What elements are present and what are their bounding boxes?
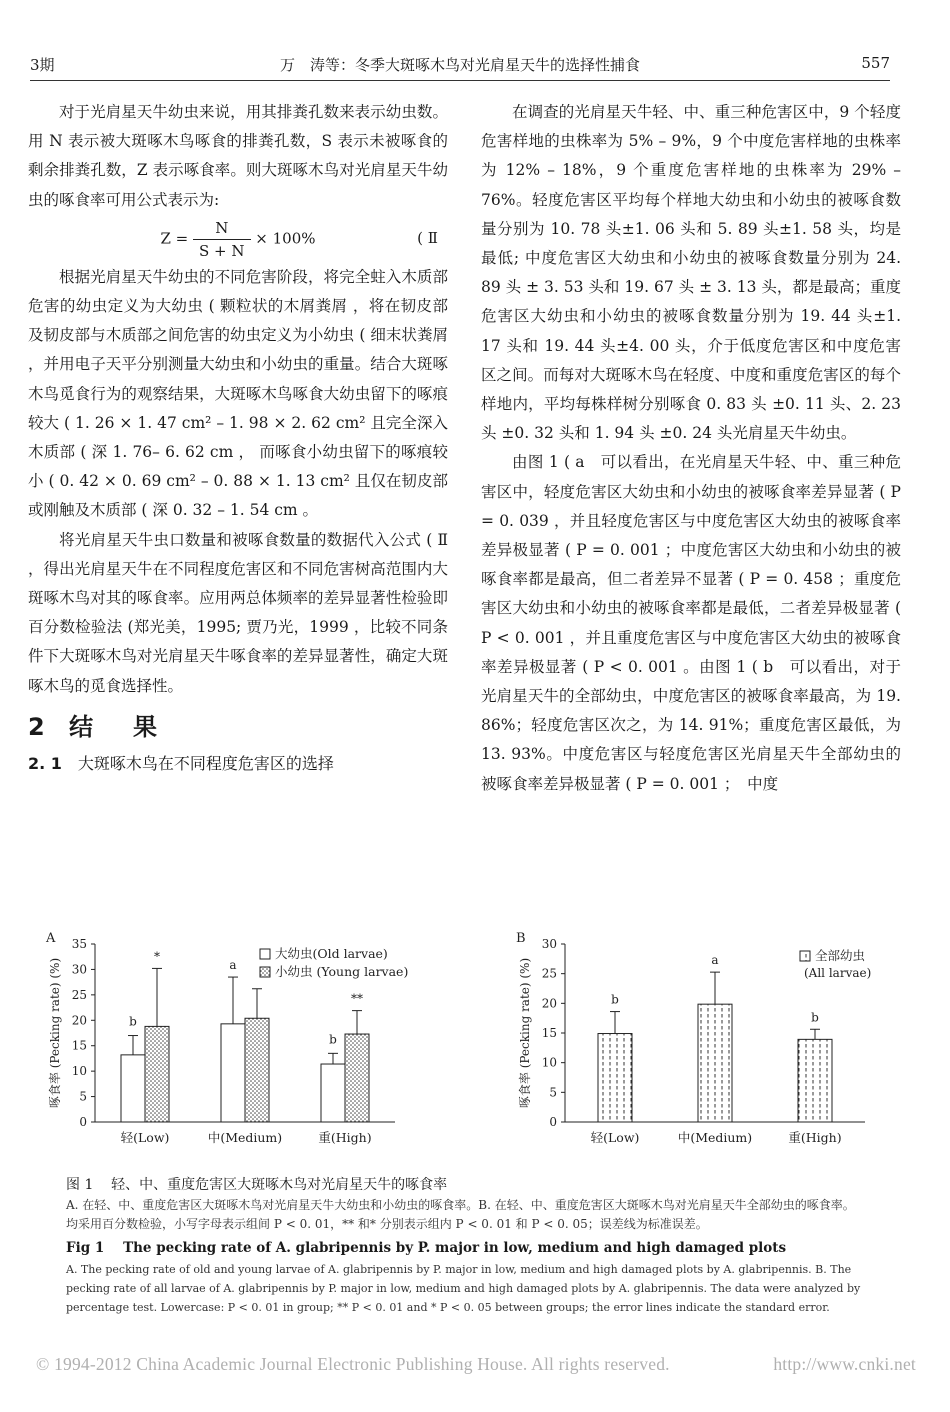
- bar: [798, 1039, 832, 1122]
- significance-label: a: [229, 958, 237, 973]
- y-tick-label: 5: [549, 1085, 557, 1100]
- formula-denominator: S + N: [199, 241, 245, 260]
- y-tick-label: 30: [541, 937, 557, 951]
- issue-number: 3期: [30, 56, 55, 74]
- paragraph: 由图 1 ( a 可以看出，在光肩星天牛轻、中、重三种危害区中，轻度危害区大幼虫和小幼虫的被啄食率差异显著 ( P = 0. 039 ，并且轻度危害区与中度危害区大幼虫的被啄食率差异极显著 ( P = 0. 001 ；中度危害区大幼虫和小幼虫的被啄食率都是最高，但二者差异不显著 ( P = 0. 458 ；重度危害区大幼虫和小幼虫的被啄食率都是最低，二者差异极显著 ( P < 0. 001 ，并且重度危害区与中度危害区大幼虫的被啄食率差异极显著 ( P < 0. 001 。由图 1 ( b 可以看出，对于光肩星天牛的全部幼虫，中度危害区的被啄食率最高，为 19. 86%；轻度危害区次之，为 14. 91%；重度危害区最低，为 13. 93%。中度危害区与轻度危害区光肩星天牛全部幼虫的被啄食率差异极显著 ( P = 0. 001 ； 中度: [481, 453, 901, 793]
- significance-label: *: [154, 949, 160, 964]
- paragraph: 将光肩星天牛虫口数量和被啄食数量的数据代入公式 ( Ⅱ ，得出光肩星天牛在不同程度危害区和不同危害树高范围内大斑啄木鸟对其的啄食率。应用两总体频率的差异显著性检验即百分数检验法 (郑光美，1995; 贾乃光，1999 ，比较不同条件下大斑啄木鸟对光肩星天牛啄食率的差异显著性，确定大斑啄木鸟的觅食选择性。: [28, 530, 448, 695]
- caption-title-text-cn: 轻、中、重度危害区大斑啄木鸟对光肩星天牛的啄食率: [111, 1177, 448, 1193]
- caption-title-en: [66, 1236, 866, 1260]
- formula-lhs: Z =: [160, 229, 189, 248]
- y-tick-label: 0: [549, 1115, 557, 1129]
- subsection-title: 大斑啄木鸟在不同程度危害区的选择: [77, 753, 334, 773]
- significance-label: **: [351, 991, 363, 1006]
- y-tick-label: 25: [541, 966, 557, 981]
- bar: [221, 1024, 245, 1122]
- running-title: 万 涛等：冬季大斑啄木鸟对光肩星天牛的选择性捕食: [279, 56, 640, 74]
- significance-label: b: [611, 992, 619, 1007]
- panel-label: A: [46, 931, 56, 946]
- section-title: 结 果: [69, 712, 166, 741]
- y-tick-label: 10: [541, 1055, 557, 1070]
- y-tick-label: 0: [79, 1115, 87, 1129]
- section-number: 2: [28, 712, 53, 741]
- formula-fraction: [193, 217, 251, 262]
- header-rule: [30, 80, 890, 81]
- y-tick-label: 30: [71, 962, 87, 977]
- bar: [145, 1026, 169, 1122]
- legend-label-en: (All larvae): [804, 966, 872, 980]
- y-tick-label: 20: [541, 996, 557, 1011]
- running-header: [30, 54, 890, 78]
- subsection-heading: [28, 749, 448, 779]
- bar: [698, 1004, 732, 1122]
- y-tick-label: 15: [541, 1026, 557, 1040]
- chart-b-svg: [510, 930, 910, 1160]
- bar: [598, 1034, 632, 1122]
- panel-label: B: [516, 931, 526, 946]
- subsection-number: 2. 1: [28, 753, 62, 773]
- caption-title-cn: [66, 1174, 866, 1196]
- copyright: © 1994-2012 China Academic Journal Electronic Publishing House. All rights reserved.: [36, 1354, 670, 1374]
- caption-fig-label-en: Fig 1: [66, 1240, 105, 1256]
- left-column: [28, 98, 448, 779]
- formula-rhs: × 100%: [255, 229, 316, 248]
- section-heading: [28, 707, 448, 747]
- caption-body-en: A. The pecking rate of old and young larvae of A. glabripennis by P. major in low, medium and high damaged plots by A. glabripennis. B. The pecking rate of all larvae of A. glabripennis by P. major in low, medium and high damaged plots by A. glabripennis. The data were analyzed by percentage test. Lowercase: P < 0. 01 in group; ** P < 0. 01 and * P < 0. 05 between groups; the error lines indicate the standard error.: [66, 1263, 861, 1314]
- x-tick-label: 重(High): [788, 1130, 842, 1145]
- caption-title-text-en: The pecking rate of A. glabripennis by P. major in low, medium and high damaged plots: [123, 1240, 787, 1256]
- significance-label: b: [329, 1032, 337, 1047]
- significance-label: a: [711, 953, 719, 968]
- paragraph: 在调查的光肩星天牛轻、中、重三种危害区中，9 个轻度危害样地的虫株率为 5% – 9%，9 个中度危害样地的虫株率为 12% – 18%，9 个重度危害样地的虫株率为 29% – 76%。轻度危害区平均每个样地大幼虫和小幼虫的被啄食数量分别为 10. 78 头±1. 06 头和 5. 89 头±1. 58 头，均是最低; 中度危害区大幼虫和小幼虫的被啄食数量分别为 24. 89 头 ± 3. 53 头和 19. 67 头 ± 3. 13 头，都是最高；重度危害区大幼虫和小幼虫的被啄食数量分别为 19. 44 头±1. 17 头和 19. 44 头±4. 00 头，介于低度危害区和中度危害区之间。而每对大斑啄木鸟在轻度、中度和重度危害区的每个样地内，平均每株样树分别啄食 0. 83 头 ±0. 11 头、2. 23 头 ±0. 32 头和 1. 94 头 ±0. 24 头光肩星天牛幼虫。: [481, 103, 901, 443]
- x-tick-label: 中(Medium): [207, 1130, 283, 1145]
- y-tick-label: 35: [71, 937, 87, 951]
- bar: [245, 1018, 269, 1122]
- x-tick-label: 轻(Low): [590, 1130, 640, 1145]
- y-axis-label: 啄食率 (Pecking rate) (%): [518, 957, 532, 1109]
- x-tick-label: 中(Medium): [677, 1130, 753, 1145]
- legend-label: 小幼虫 (Young larvae): [275, 964, 409, 979]
- y-tick-label: 20: [71, 1013, 87, 1028]
- legend-label: 大幼虫(Old larvae): [275, 946, 388, 961]
- y-axis-label: 啄食率 (Pecking rate) (%): [48, 957, 62, 1109]
- formula-number: ( Ⅱ: [417, 228, 438, 247]
- formula: [28, 217, 448, 263]
- page-number: 557: [861, 54, 890, 72]
- bar: [345, 1034, 369, 1122]
- significance-label: b: [129, 1014, 137, 1029]
- bar: [321, 1064, 345, 1122]
- legend-swatch: [260, 967, 270, 977]
- significance-label: b: [811, 1010, 819, 1025]
- chart-b: [510, 930, 910, 1164]
- x-tick-label: 轻(Low): [120, 1130, 170, 1145]
- legend-swatch: [800, 951, 810, 961]
- caption-fig-label-cn: 图 1: [66, 1177, 94, 1193]
- bar: [121, 1055, 145, 1122]
- y-tick-label: 10: [71, 1064, 87, 1079]
- y-tick-label: 15: [71, 1038, 87, 1053]
- figure-caption: [66, 1174, 866, 1317]
- right-column: [481, 98, 901, 799]
- x-tick-label: 重(High): [318, 1130, 372, 1145]
- formula-numerator: N: [193, 217, 251, 240]
- chart-a-svg: [40, 930, 440, 1160]
- legend-label: 全部幼虫: [815, 948, 866, 963]
- legend-swatch: [260, 949, 270, 959]
- y-tick-label: 5: [79, 1089, 87, 1104]
- footer-url[interactable]: http://www.cnki.net: [773, 1354, 916, 1374]
- y-tick-label: 25: [71, 987, 87, 1002]
- paragraph: 对于光肩星天牛幼虫来说，用其排粪孔数来表示幼虫数。用 N 表示被大斑啄木鸟啄食的排粪孔数，S 表示未被啄食的剩余排粪孔数，Z 表示啄食率。则大斑啄木鸟对光肩星天牛幼虫的啄食率可用公式表示为:: [28, 103, 448, 209]
- chart-a: [40, 930, 440, 1164]
- caption-body-cn: A. 在轻、中、重度危害区大斑啄木鸟对光肩星天牛大幼虫和小幼虫的啄食率。B. 在轻、中、重度危害区大斑啄木鸟对光肩星天牛全部幼虫的啄食率。均采用百分数检验，小写字母表示组间 P < 0. 01，** 和* 分别表示组内 P < 0. 01 和 P < 0. 05；误差线为标准误差。: [66, 1198, 855, 1231]
- paragraph: 根据光肩星天牛幼虫的不同危害阶段，将完全蛀入木质部危害的幼虫定义为大幼虫 ( 颗粒状的木屑粪屑 ，将在韧皮部及韧皮部与木质部之间危害的幼虫定义为小幼虫 ( 细末状粪屑 ，并用电子天平分别测量大幼虫和小幼虫的重量。结合大斑啄木鸟觅食行为的观察结果，大斑啄木鸟啄食大幼虫留下的啄痕较大 ( 1. 26 × 1. 47 cm² – 1. 98 × 2. 62 cm² 且完全深入木质部 ( 深 1. 76– 6. 62 cm ， 而啄食小幼虫留下的啄痕较小 ( 0. 42 × 0. 69 cm² – 0. 88 × 1. 13 cm² 且仅在韧皮部或刚触及木质部 ( 深 0. 32 – 1. 54 cm 。: [28, 267, 448, 520]
